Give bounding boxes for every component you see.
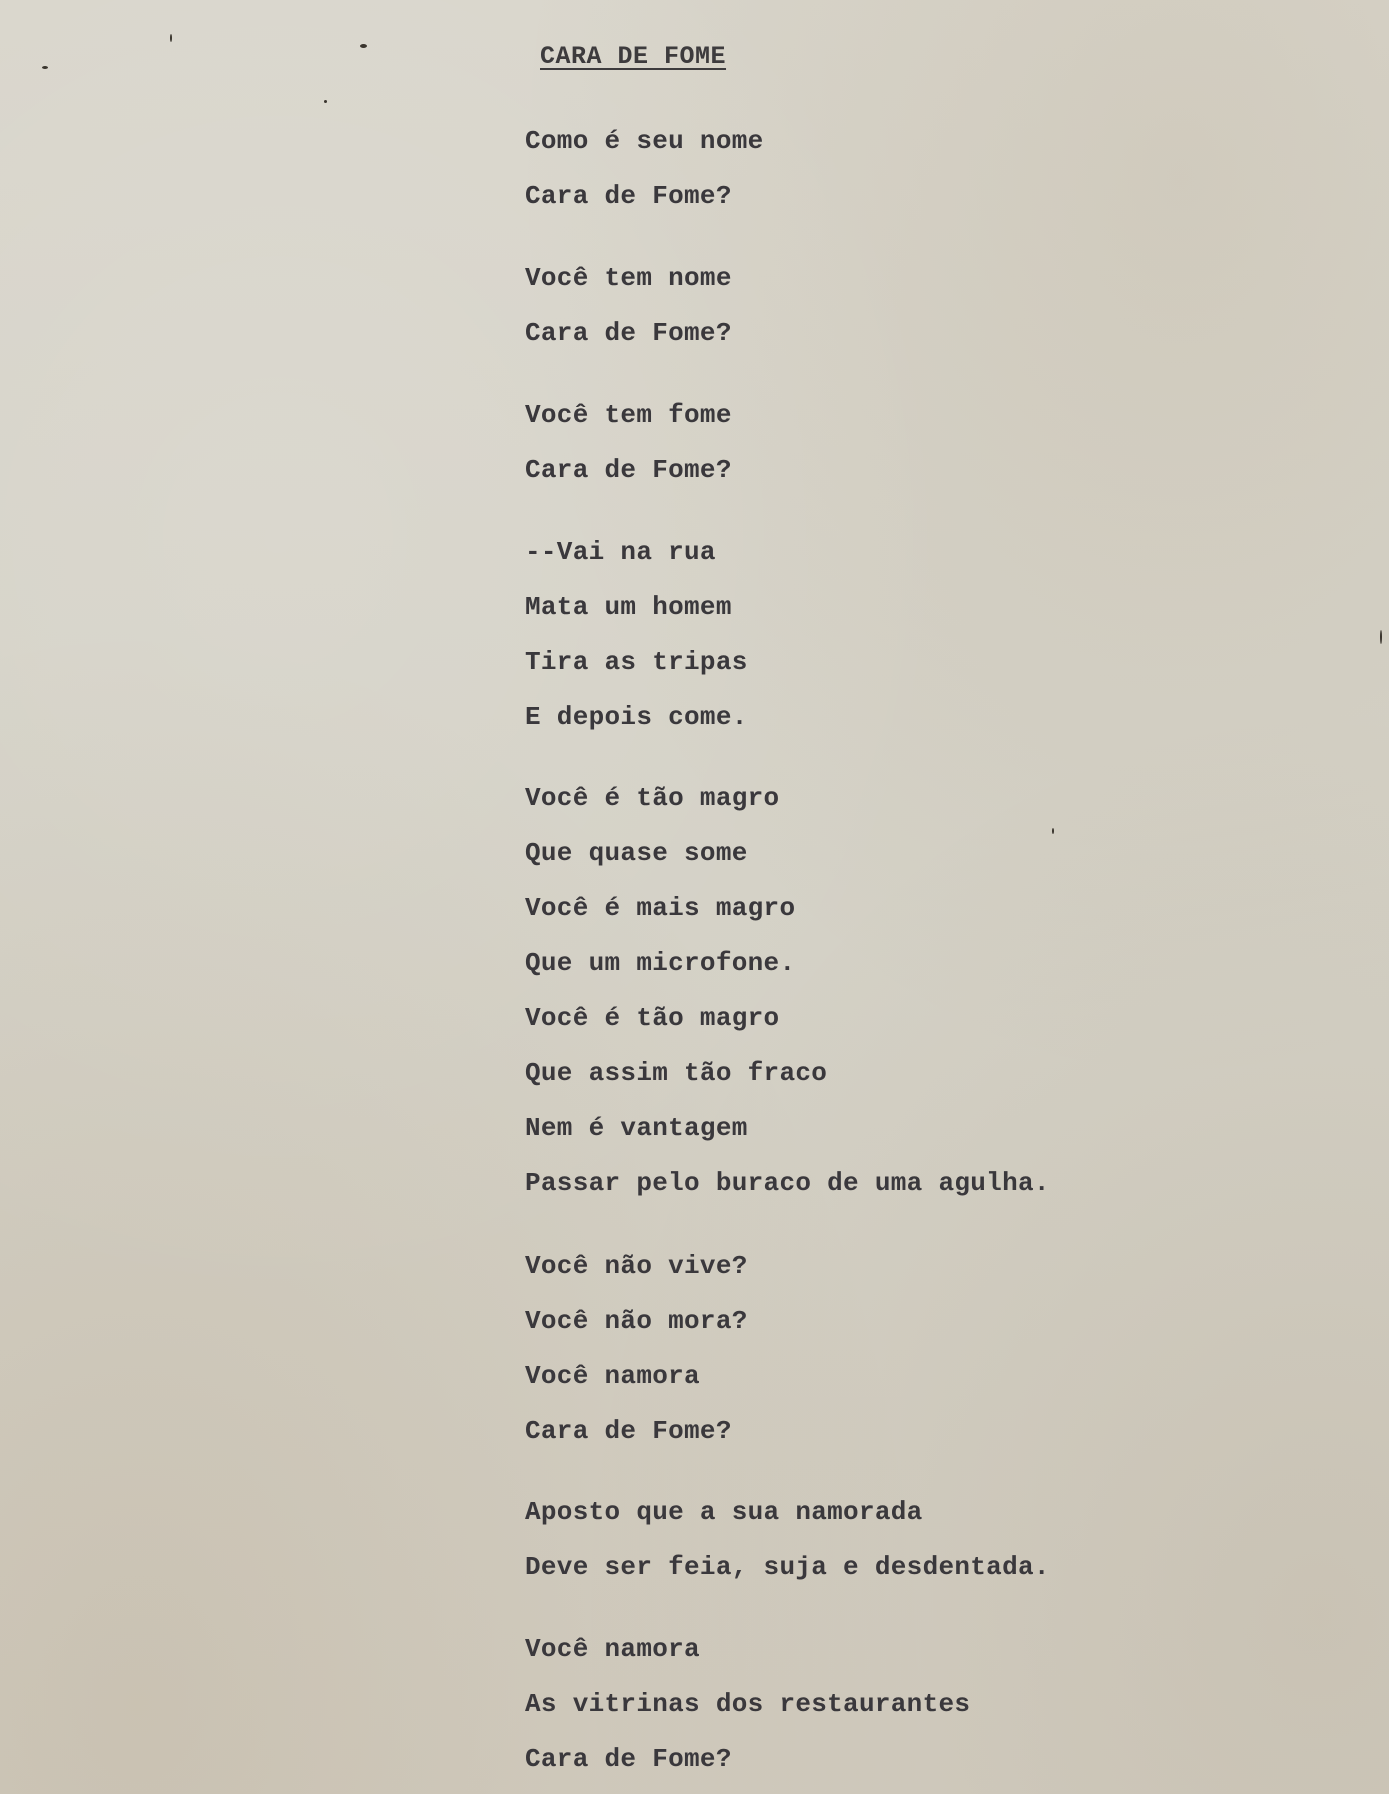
poem-line: Nem é vantagem	[525, 1113, 748, 1143]
poem-line: --Vai na rua	[525, 537, 716, 567]
poem-line: E depois come.	[525, 702, 748, 732]
poem-line: Cara de Fome?	[525, 318, 732, 348]
poem-line: Você namora	[525, 1634, 700, 1664]
poem-line: Você tem nome	[525, 263, 732, 293]
poem-line: Cara de Fome?	[525, 455, 732, 485]
poem-line: Tira as tripas	[525, 647, 748, 677]
poem-line: Que um microfone.	[525, 948, 796, 978]
ink-speck	[1380, 630, 1382, 644]
ink-speck	[42, 66, 48, 69]
poem-line: Você é tão magro	[525, 1003, 780, 1033]
poem-line: Você não mora?	[525, 1306, 748, 1336]
poem-line: Que assim tão fraco	[525, 1058, 828, 1088]
poem-line: Deve ser feia, suja e desdentada.	[525, 1552, 1050, 1582]
ink-speck	[360, 44, 367, 48]
poem-line: Você é mais magro	[525, 893, 796, 923]
poem-line: Você namora	[525, 1361, 700, 1391]
ink-speck	[324, 100, 327, 103]
poem-line: As vitrinas dos restaurantes	[525, 1689, 971, 1719]
poem-line: Cara de Fome?	[525, 1416, 732, 1446]
poem-line: Você tem fome	[525, 400, 732, 430]
poem-line: Você não vive?	[525, 1251, 748, 1281]
ink-speck	[1052, 828, 1054, 834]
poem-line: Como é seu nome	[525, 126, 764, 156]
poem-line: Cara de Fome?	[525, 1744, 732, 1774]
poem-line: Que quase some	[525, 838, 748, 868]
poem-line: Mata um homem	[525, 592, 732, 622]
ink-speck	[170, 34, 172, 42]
poem-line: Cara de Fome?	[525, 181, 732, 211]
poem-line: Aposto que a sua namorada	[525, 1497, 923, 1527]
poem-line: Você é tão magro	[525, 783, 780, 813]
poem-title: CARA DE FOME	[540, 42, 727, 71]
poem-line: Passar pelo buraco de uma agulha.	[525, 1168, 1050, 1198]
